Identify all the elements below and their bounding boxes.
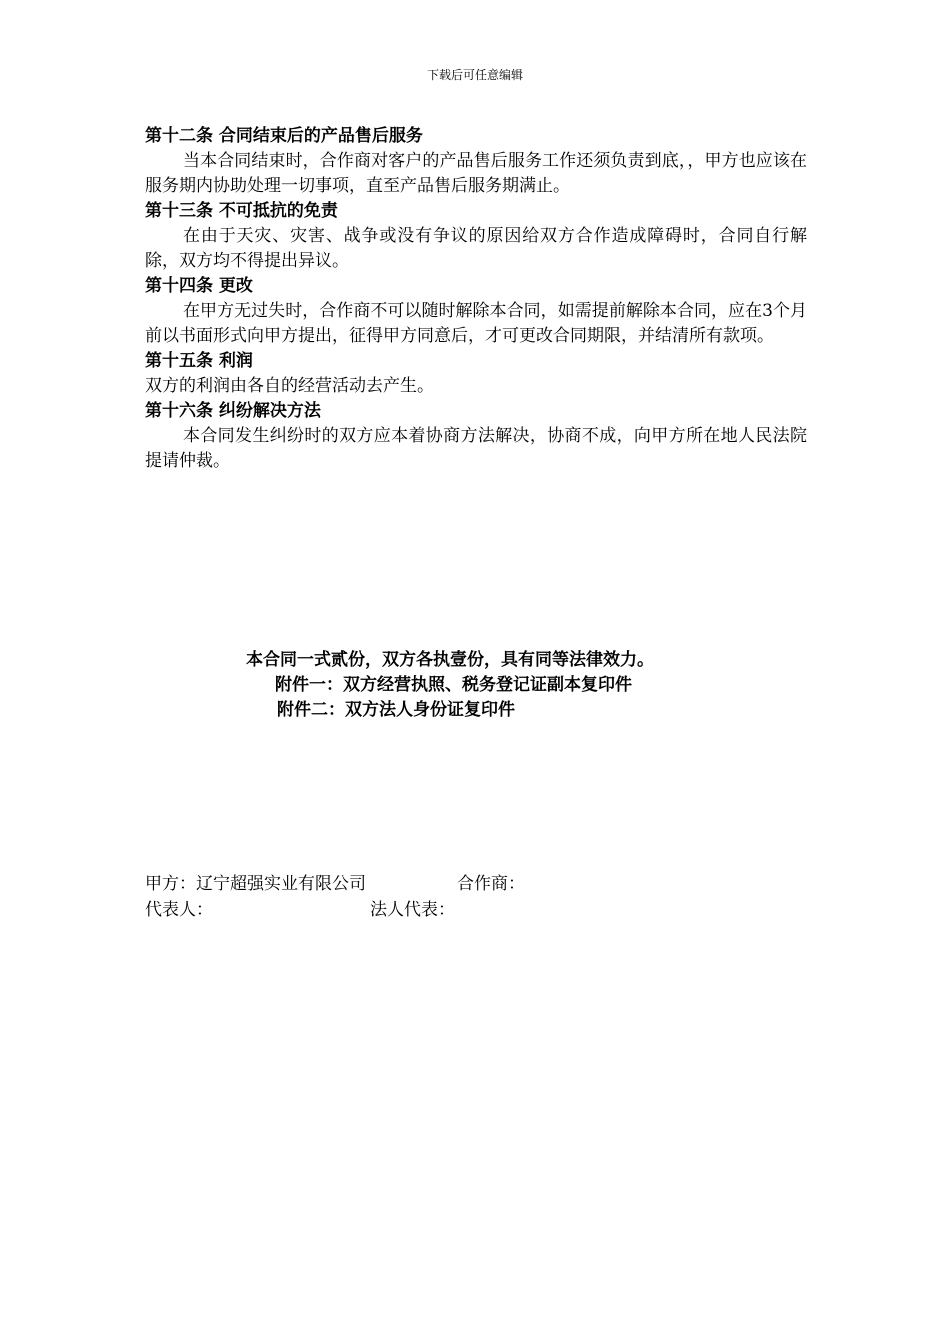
partner-label: 合作商：: [457, 874, 525, 894]
legal-representative-label: 法人代表：: [370, 900, 455, 920]
article-12-body: 当本合同结束时，合作商对客户的产品售后服务工作还须负责到底，，甲方也应该在服务期内协助处理一切事项，直至产品售后服务期满止。: [145, 151, 807, 196]
copies-statement: 本合同一式贰份，双方各执壹份，具有同等法律效力。: [246, 650, 654, 670]
article-13-title: 第十三条 不可抵抗的免责: [145, 201, 338, 221]
article-14-title: 第十四条 更改: [145, 276, 253, 296]
article-16-body: 本合同发生纠纷时的双方应本着协商方法解决，协商不成，向甲方所在地人民法院提请仲裁。: [145, 426, 807, 471]
header-note: 下载后可任意编辑: [426, 68, 523, 82]
article-14-body: 在甲方无过失时，合作商不可以随时解除本合同，如需提前解除本合同，应在3个月前以书面形式向甲方提出，征得甲方同意后，才可更改合同期限，并结清所有款项。: [145, 301, 807, 346]
representative-label: 代表人：: [145, 900, 213, 920]
article-13-body: 在由于天灾、灾害、战争或没有争议的原因给双方合作造成障碍时，合同自行解除，双方均不得提出异议。: [145, 226, 807, 271]
article-15-title: 第十五条 利润: [145, 351, 253, 371]
article-15-body: 双方的利润由各自的经营活动去产生。: [145, 376, 434, 396]
party-a-name: 甲方：辽宁超强实业有限公司: [145, 874, 366, 894]
attachment-2: 附件二：双方法人身份证复印件: [277, 700, 515, 720]
article-16-title: 第十六条 纠纷解决方法: [145, 401, 321, 421]
contract-articles: [145, 124, 807, 474]
article-12-title: 第十二条 合同结束后的产品售后服务: [145, 126, 423, 146]
attachment-1: 附件一：双方经营执照、税务登记证副本复印件: [275, 675, 632, 695]
